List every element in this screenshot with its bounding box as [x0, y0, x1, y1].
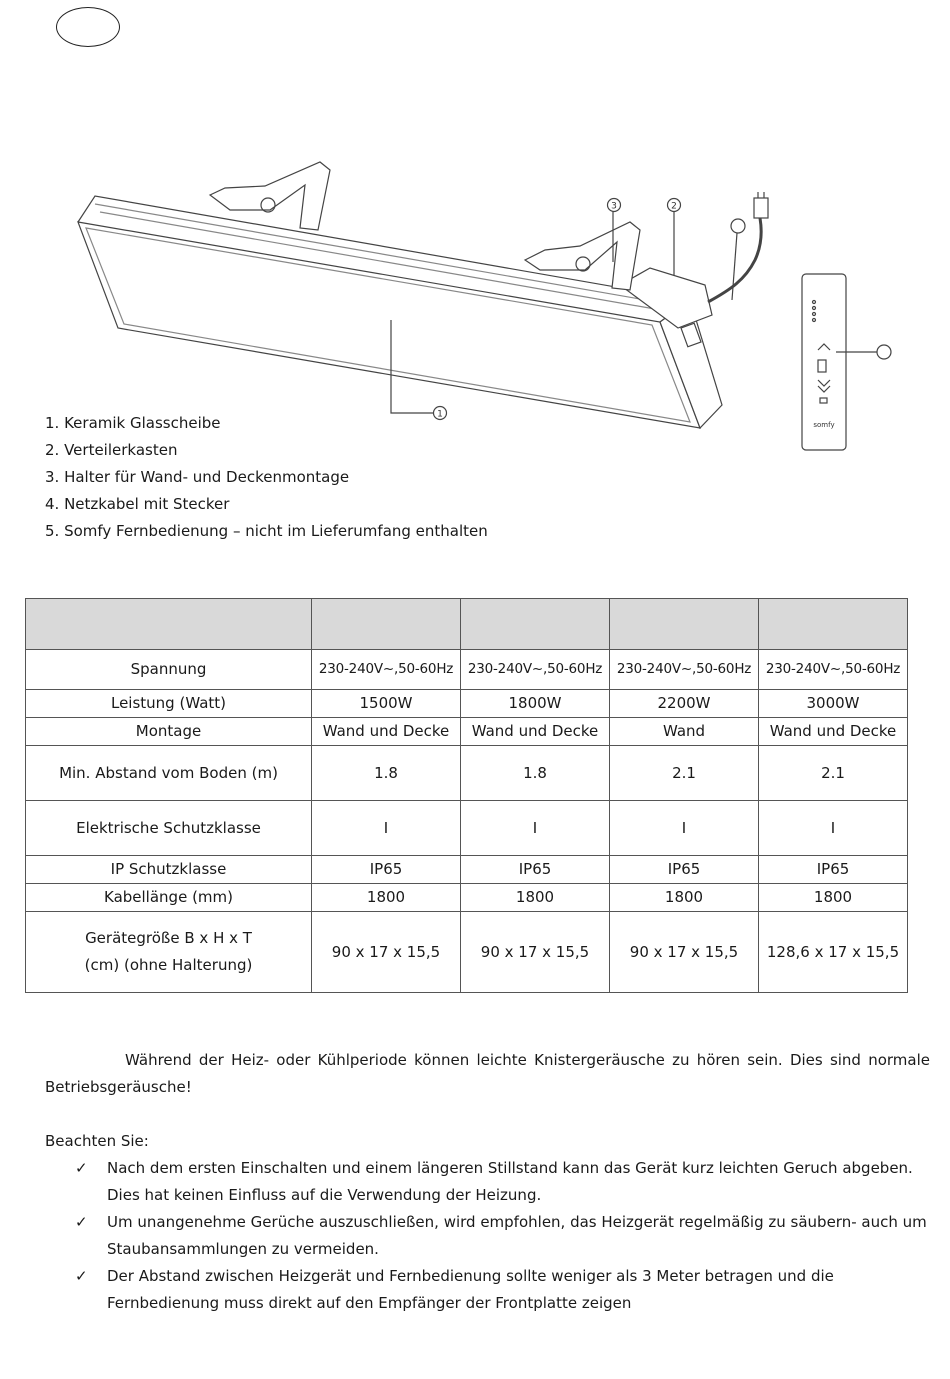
- parts-list: [45, 410, 488, 545]
- table-cell: 2200W: [610, 690, 759, 718]
- row-label: Kabellänge (mm): [26, 884, 312, 912]
- notes-checklist: [75, 1155, 935, 1317]
- table-cell: 230-240V~,50-60Hz: [312, 650, 461, 690]
- row-label: Min. Abstand vom Boden (m): [26, 746, 312, 801]
- parts-list-item: 4. Netzkabel mit Stecker: [45, 495, 230, 513]
- table-cell: 1800: [461, 884, 610, 912]
- list-item-text: Der Abstand zwischen Heizgerät und Fernbedienung sollte weniger als 3 Meter betragen und die Fernbedienung muss direkt auf den Empfänger der Frontplatte zeigen: [107, 1267, 834, 1312]
- table-row: [26, 650, 908, 690]
- table-cell: I: [610, 801, 759, 856]
- table-cell: I: [312, 801, 461, 856]
- table-cell: Wand: [610, 718, 759, 746]
- checkmark-icon: ✓: [75, 1213, 88, 1231]
- table-row: [26, 718, 908, 746]
- callout-3-label: 3: [611, 201, 617, 212]
- row-label: Elektrische Schutzklasse: [26, 801, 312, 856]
- table-cell: 1800: [759, 884, 908, 912]
- callout-1-label: 1: [437, 409, 443, 420]
- table-row: [26, 912, 908, 993]
- table-row: [26, 856, 908, 884]
- table-cell: I: [461, 801, 610, 856]
- table-cell: 128,6 x 17 x 15,5: [759, 912, 908, 993]
- table-cell: IP65: [610, 856, 759, 884]
- table-header-cell: [312, 599, 461, 650]
- list-item: [75, 1209, 935, 1263]
- callout-4: [731, 219, 745, 233]
- table-cell: 3000W: [759, 690, 908, 718]
- checkmark-icon: ✓: [75, 1159, 88, 1177]
- bracket-right: [525, 222, 640, 290]
- notes-heading: Beachten Sie:: [45, 1132, 149, 1150]
- remote-brand-label: somfy: [813, 421, 835, 429]
- row-label: IP Schutzklasse: [26, 856, 312, 884]
- ceramic-glass-panel: [78, 222, 700, 428]
- table-row: [26, 746, 908, 801]
- table-cell: 90 x 17 x 15,5: [461, 912, 610, 993]
- table-cell: 230-240V~,50-60Hz: [759, 650, 908, 690]
- table-cell: 1.8: [312, 746, 461, 801]
- list-item: [75, 1155, 935, 1209]
- table-cell: 1500W: [312, 690, 461, 718]
- table-cell: IP65: [461, 856, 610, 884]
- table-cell: Wand und Decke: [759, 718, 908, 746]
- table-cell: 230-240V~,50-60Hz: [610, 650, 759, 690]
- operating-noise-notice: Während der Heiz- oder Kühlperiode können leichte Knistergeräusche zu hören sein. Dies sind normale Betriebsgeräusche!: [45, 1051, 930, 1096]
- table-cell: 1800: [312, 884, 461, 912]
- callout-5: [877, 345, 891, 359]
- table-row: [26, 801, 908, 856]
- parts-list-item: 1. Keramik Glasscheibe: [45, 414, 221, 432]
- table-cell: 2.1: [610, 746, 759, 801]
- table-cell: IP65: [759, 856, 908, 884]
- table-cell: 90 x 17 x 15,5: [312, 912, 461, 993]
- row-label: Gerätegröße B x H x T (cm) (ohne Halterung): [26, 912, 312, 993]
- spec-table: [25, 598, 908, 993]
- parts-list-item: 3. Halter für Wand- und Deckenmontage: [45, 468, 350, 486]
- list-item: [75, 1263, 935, 1317]
- list-item-text: Um unangenehme Gerüche auszuschließen, wird empfohlen, das Heizgerät regelmäßig zu säubern- auch um Staubansammlungen zu vermeiden.: [107, 1213, 927, 1258]
- table-cell: 1800: [610, 884, 759, 912]
- table-cell: 1800W: [461, 690, 610, 718]
- page-badge: [56, 7, 120, 47]
- table-cell: Wand und Decke: [461, 718, 610, 746]
- table-header-cell: [26, 599, 312, 650]
- table-header-row: [26, 599, 908, 650]
- table-cell: 90 x 17 x 15,5: [610, 912, 759, 993]
- heater-drawing: [78, 162, 891, 450]
- table-header-cell: [759, 599, 908, 650]
- callout-2-label: 2: [671, 201, 677, 212]
- row-label: Spannung: [26, 650, 312, 690]
- table-header-cell: [461, 599, 610, 650]
- parts-list-item: 2. Verteilerkasten: [45, 441, 178, 459]
- table-header-cell: [610, 599, 759, 650]
- row-label: Montage: [26, 718, 312, 746]
- table-cell: I: [759, 801, 908, 856]
- table-cell: IP65: [312, 856, 461, 884]
- table-row: [26, 690, 908, 718]
- parts-list-item: 5. Somfy Fernbedienung – nicht im Lieferumfang enthalten: [45, 522, 488, 540]
- table-cell: 230-240V~,50-60Hz: [461, 650, 610, 690]
- table-cell: 1.8: [461, 746, 610, 801]
- list-item-text: Nach dem ersten Einschalten und einem längeren Stillstand kann das Gerät kurz leichten Geruch abgeben. Dies hat keinen Einfluss auf die Verwendung der Heizung.: [107, 1159, 913, 1204]
- table-cell: Wand und Decke: [312, 718, 461, 746]
- table-cell: 2.1: [759, 746, 908, 801]
- row-label: Leistung (Watt): [26, 690, 312, 718]
- table-row: [26, 884, 908, 912]
- checkmark-icon: ✓: [75, 1267, 88, 1285]
